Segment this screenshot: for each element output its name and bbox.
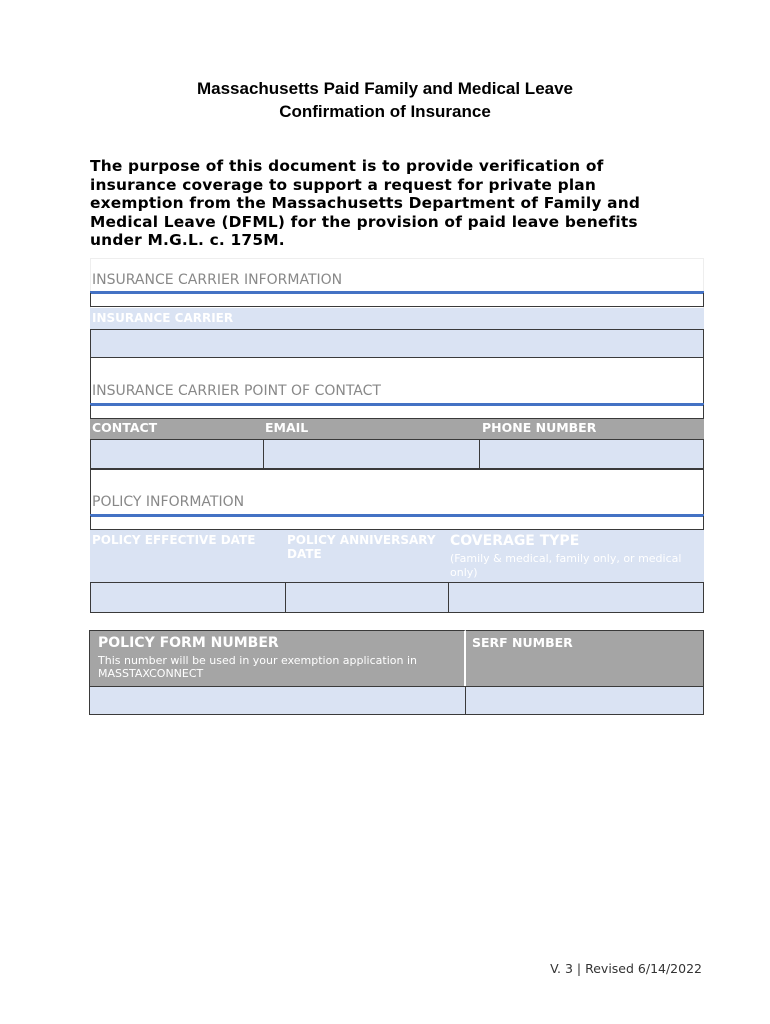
email-label: EMAIL — [263, 419, 481, 439]
coverage-type-hint: (Family & medical, family only, or medical only) — [450, 552, 682, 579]
phone-number-input[interactable] — [479, 439, 704, 469]
contact-section-title: INSURANCE CARRIER POINT OF CONTACT — [92, 383, 381, 399]
section-spacer-box — [90, 405, 704, 419]
version-footer: V. 3 | Revised 6/14/2022 — [550, 961, 702, 976]
policy-anniversary-date-input[interactable] — [285, 582, 449, 613]
insurance-carrier-label: INSURANCE CARRIER — [90, 308, 704, 329]
serf-number-label: SERF NUMBER — [466, 630, 704, 687]
policy-effective-date-label: POLICY EFFECTIVE DATE — [90, 530, 286, 582]
section-spacer-box — [90, 293, 704, 307]
policy-effective-date-input[interactable] — [90, 582, 286, 613]
carrier-section — [90, 258, 704, 358]
email-input[interactable] — [263, 439, 481, 469]
coverage-type-label — [448, 530, 704, 582]
section-spacer-box — [90, 516, 704, 530]
carrier-section-title: INSURANCE CARRIER INFORMATION — [92, 272, 343, 288]
contact-input[interactable] — [90, 439, 265, 469]
policy-form-number-hint: This number will be used in your exemption application in MASSTAXCONNECT — [98, 654, 417, 680]
policy-form-number-label — [89, 630, 466, 687]
coverage-type-input[interactable] — [448, 582, 704, 613]
contact-label: CONTACT — [90, 419, 265, 439]
insurance-carrier-input[interactable] — [90, 329, 704, 358]
coverage-type-title: COVERAGE TYPE — [450, 533, 580, 549]
serf-number-input[interactable] — [465, 686, 704, 715]
document-subtitle: Confirmation of Insurance — [279, 102, 491, 121]
document-title: Massachusetts Paid Family and Medical Leave — [196, 79, 574, 98]
policy-section-title: POLICY INFORMATION — [92, 494, 245, 510]
policy-form-number-title: POLICY FORM NUMBER — [98, 635, 279, 651]
contact-section — [90, 358, 704, 470]
policy-form-number-input[interactable] — [89, 686, 466, 715]
purpose-statement: The purpose of this document is to provide verification of insurance coverage to support a request for private plan exemption from the Massachusetts Department of Family and Medical Leave (DFML) for the provision of paid leave benefits under M.G.L. c. 175M. — [90, 157, 641, 249]
phone-number-label: PHONE NUMBER — [480, 419, 704, 439]
policy-anniversary-date-label: POLICY ANNIVERSARY DATE — [285, 530, 449, 582]
form-number-section — [89, 630, 704, 716]
policy-section — [90, 469, 704, 614]
